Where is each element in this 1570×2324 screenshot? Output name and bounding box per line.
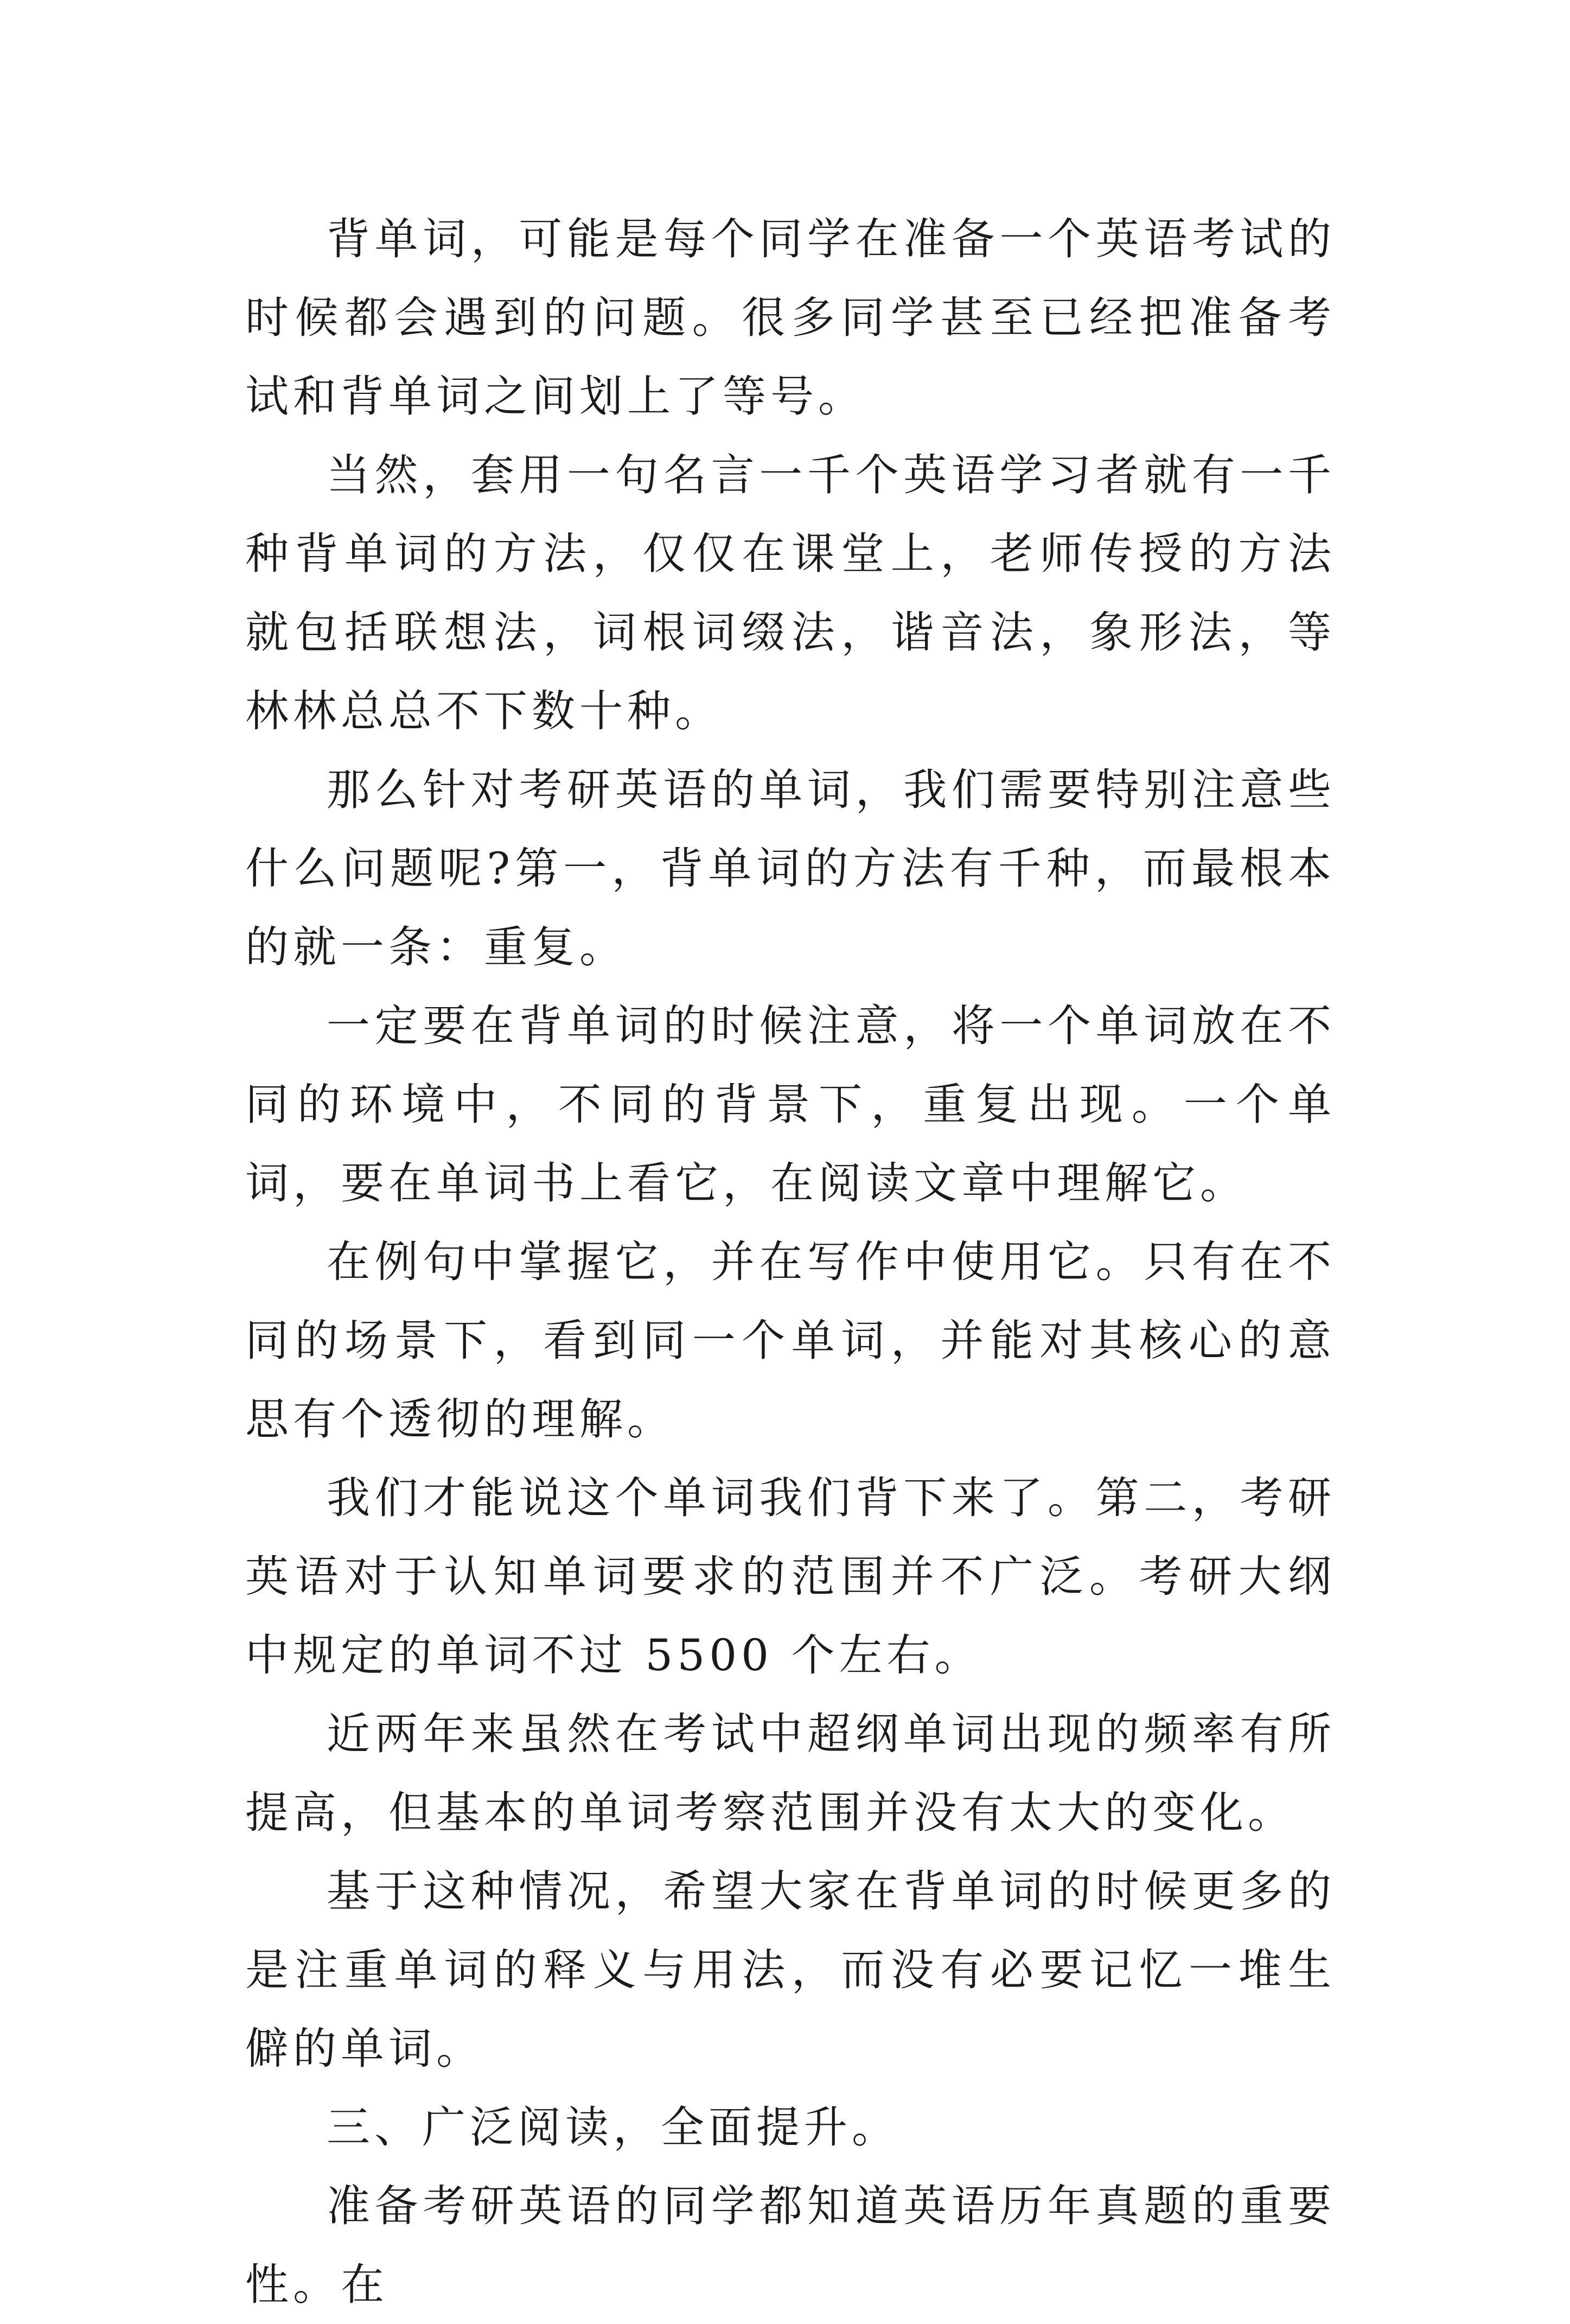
paragraph-6: 我们才能说这个单词我们背下来了。第二，考研英语对于认知单词要求的范围并不广泛。考研大纲中规定的单词不过 5500 个左右。 (245, 1473, 1336, 1680)
paragraph-5: 在例句中掌握它，并在写作中使用它。只有在不同的场景下，看到同一个单词，并能对其核心的意思有个透彻的理解。 (245, 1237, 1336, 1444)
body-text (245, 200, 1336, 2324)
paragraph-10: 准备考研英语的同学都知道英语历年真题的重要性。在 (245, 2181, 1336, 2310)
paragraph-7: 近两年来虽然在考试中超纲单词出现的频率有所提高，但基本的单词考察范围并没有太大的变化。 (245, 1709, 1336, 1838)
paragraph-3: 那么针对考研英语的单词，我们需要特别注意些什么问题呢?第一，背单词的方法有千种，而最根本的就一条：重复。 (245, 765, 1336, 972)
paragraph-2: 当然，套用一句名言一千个英语学习者就有一千种背单词的方法，仅仅在课堂上，老师传授的方法就包括联想法，词根词缀法，谐音法，象形法，等林林总总不下数十种。 (245, 450, 1336, 736)
paragraph-4: 一定要在背单词的时候注意，将一个单词放在不同的环境中，不同的背景下，重复出现。一个单词，要在单词书上看它，在阅读文章中理解它。 (245, 1001, 1336, 1208)
paragraph-9: 三、广泛阅读，全面提升。 (327, 2102, 899, 2153)
paragraph-8: 基于这种情况，希望大家在背单词的时候更多的是注重单词的释义与用法，而没有必要记忆一堆生僻的单词。 (245, 1866, 1336, 2074)
paragraph-1: 背单词，可能是每个同学在准备一个英语考试的时候都会遇到的问题。很多同学甚至已经把准备考试和背单词之间划上了等号。 (245, 214, 1336, 422)
